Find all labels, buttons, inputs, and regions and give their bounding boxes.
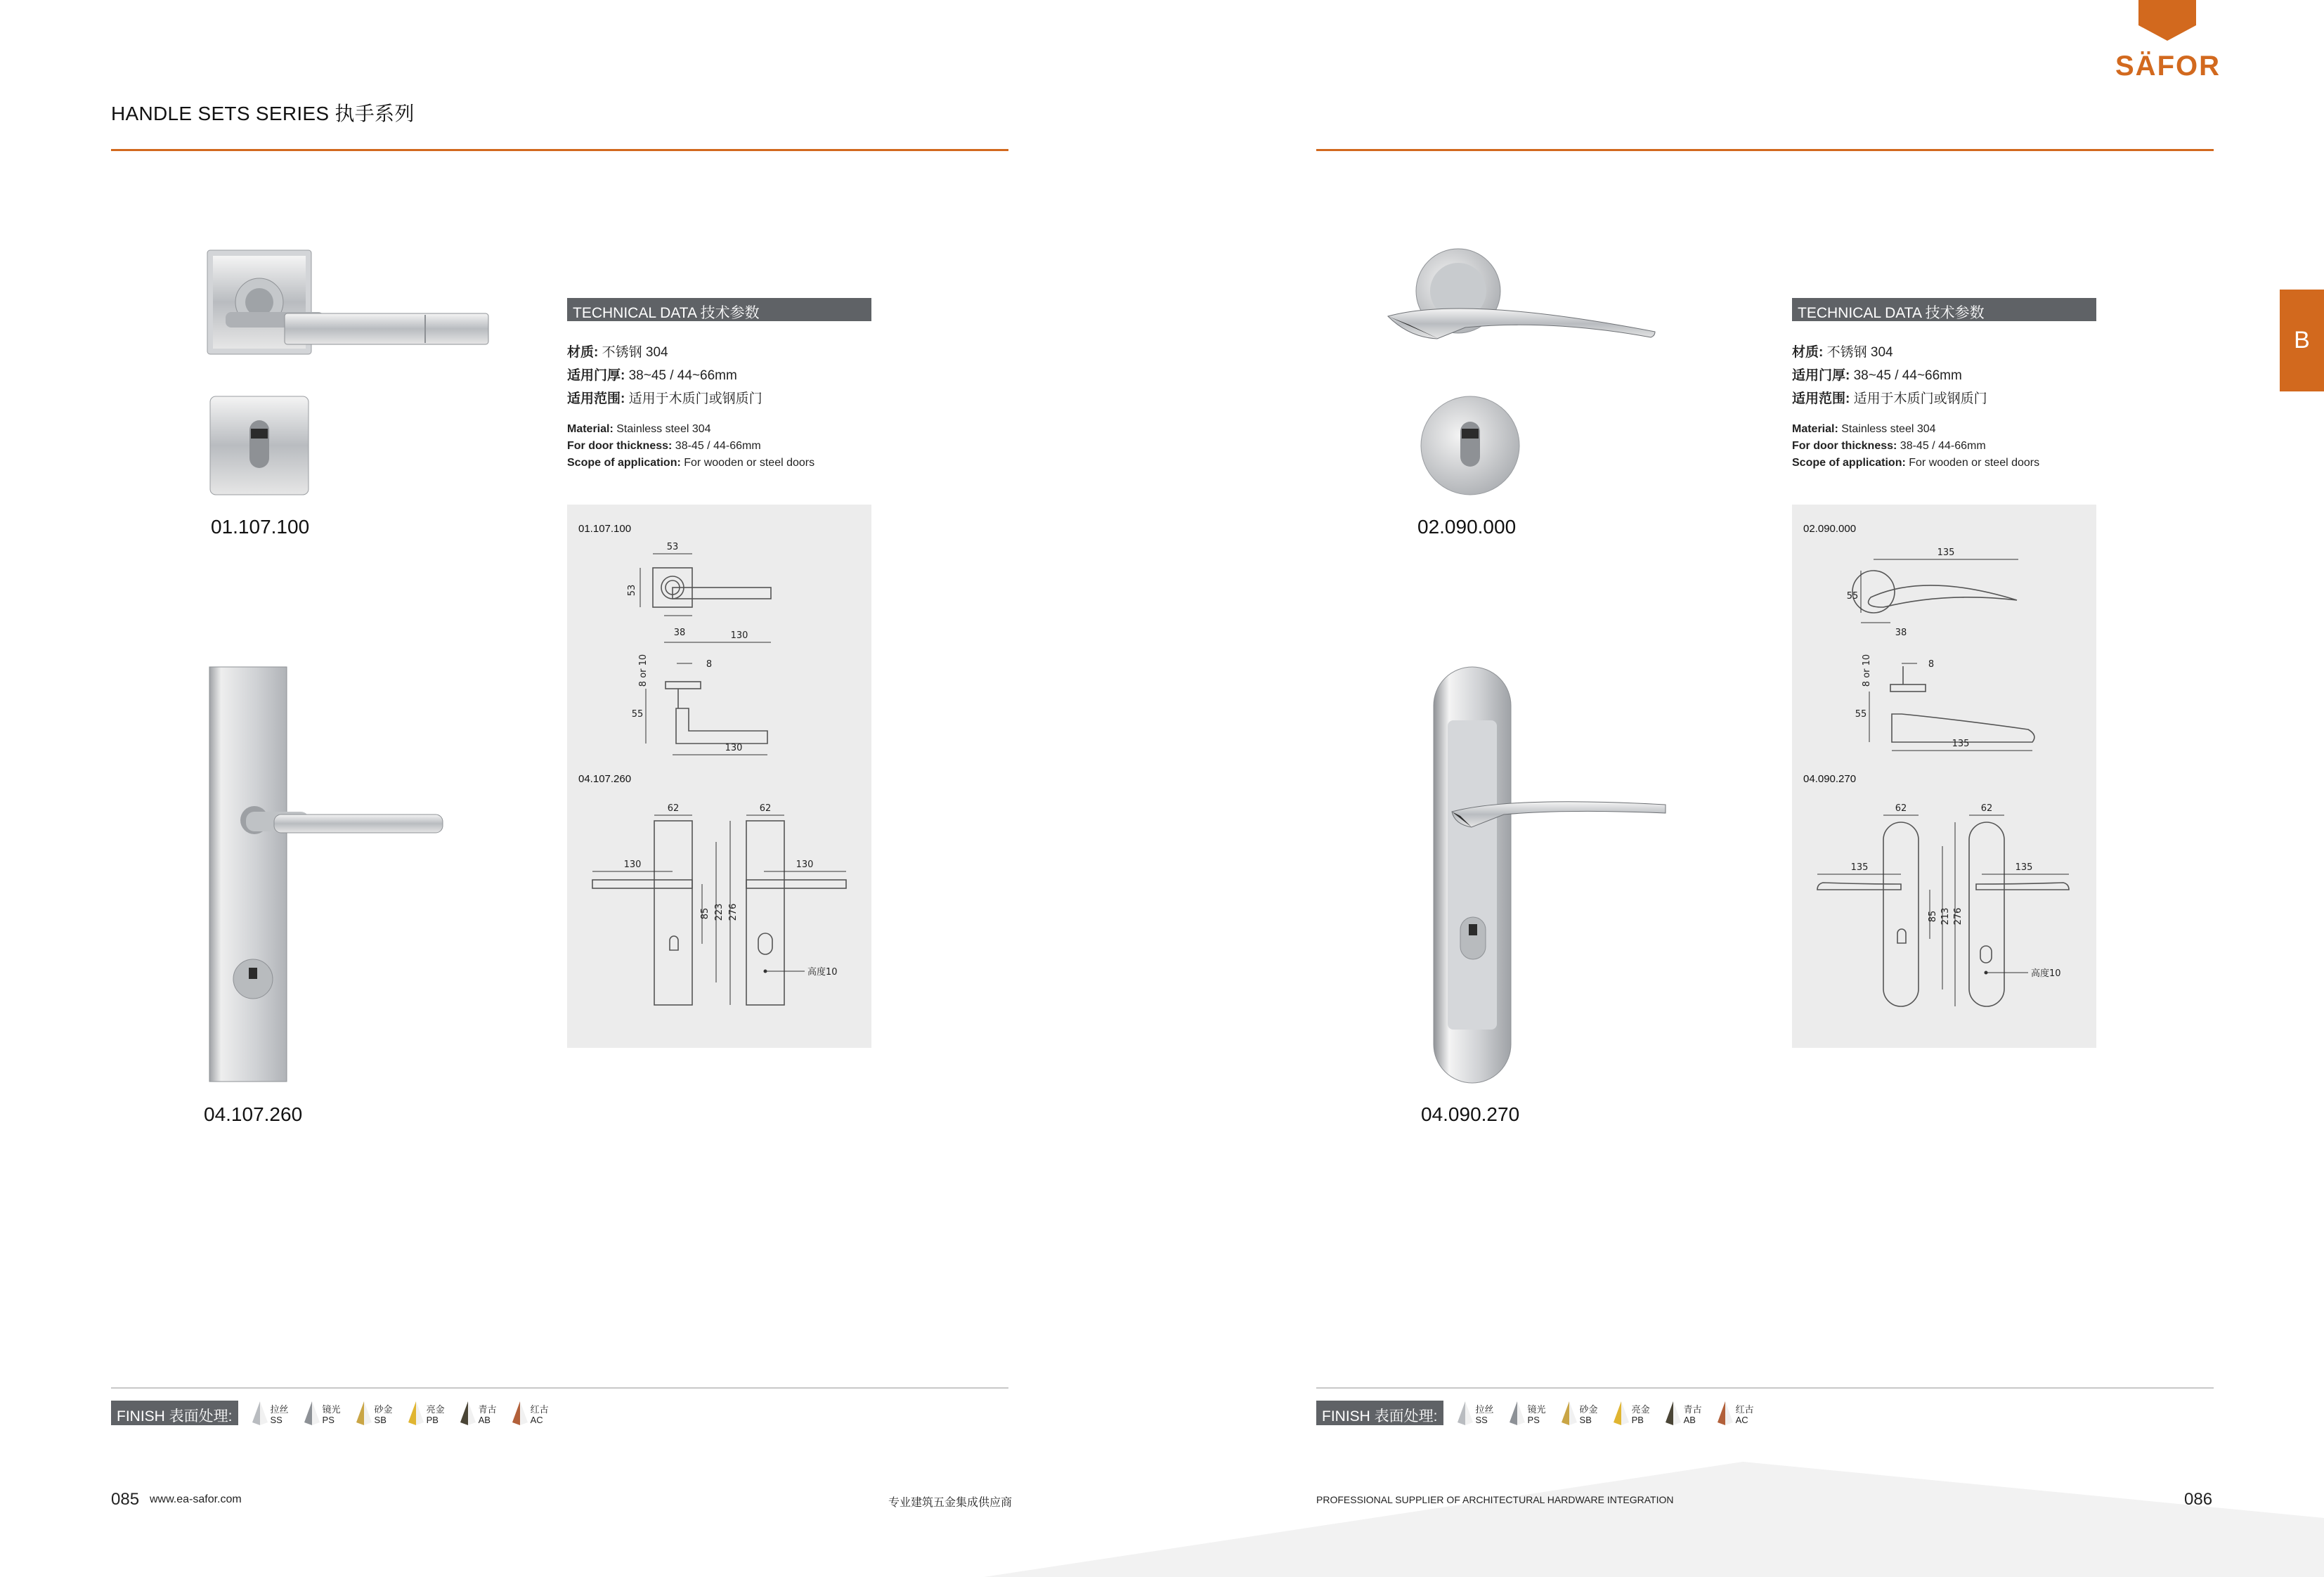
section-tab[interactable]: B <box>2280 290 2324 391</box>
spec-thickness-cn: 适用门厚: 38~45 / 44~66mm <box>567 368 737 383</box>
dim-plate-holes: 223 <box>714 903 725 921</box>
header-rule-right <box>1316 149 2214 151</box>
finish-swatch-icon <box>408 1401 424 1425</box>
dim-side-spindle: 8 <box>706 659 713 670</box>
product-photo-escutcheon-round <box>1418 394 1524 499</box>
dim-plate-width-b: 62 <box>1980 803 1993 814</box>
finish-swatch-icon <box>1458 1401 1473 1425</box>
dim-plate-centre: 85 <box>1928 910 1938 923</box>
dim-top-height: 53 <box>627 584 637 597</box>
product-code-lever: 02.090.000 <box>1417 516 1517 538</box>
dim-top-length: 130 <box>730 630 748 641</box>
finish-name-cn: 镜光 <box>322 1403 341 1415</box>
spec-thickness-en: For door thickness: 38-45 / 44-66mm <box>1792 440 1986 452</box>
finish-item-pb <box>1614 1401 1650 1425</box>
technical-drawing-right <box>1792 505 2096 1048</box>
dim-plate-lever-b: 130 <box>796 859 814 870</box>
finish-code: AC <box>530 1414 543 1425</box>
finish-item-ss <box>1458 1401 1494 1425</box>
dim-side-square: 8 or 10 <box>638 654 649 687</box>
drawing-code-lever: 01.107.100 <box>578 523 632 535</box>
spec-list-en <box>567 421 814 472</box>
finish-name-cn: 青古 <box>478 1403 497 1415</box>
finish-item-sb <box>1562 1401 1598 1425</box>
finish-code: SB <box>1579 1414 1592 1425</box>
finish-swatch-icon <box>1510 1401 1525 1425</box>
dim-top-height: 55 <box>1846 591 1859 602</box>
finish-swatches <box>252 1401 549 1425</box>
finish-label: FINISH 表面处理: <box>1316 1401 1443 1425</box>
spec-scope-en: Scope of application: For wooden or steel doors <box>1792 457 2040 469</box>
finish-item-sb <box>356 1401 393 1425</box>
brand-logo-text: SÄFOR <box>2115 51 2221 82</box>
finish-code: SS <box>1475 1414 1488 1425</box>
finish-swatch-icon <box>1562 1401 1577 1425</box>
finish-name-cn: 亮金 <box>1631 1403 1650 1415</box>
website-link[interactable]: www.ea-safor.com <box>150 1493 242 1505</box>
dim-plate-height: 276 <box>1953 907 1963 926</box>
finish-name-cn: 镜光 <box>1527 1403 1546 1415</box>
finish-item-ac <box>512 1401 549 1425</box>
spec-scope-en: Scope of application: For wooden or steel doors <box>567 457 815 469</box>
finish-item-ab <box>460 1401 497 1425</box>
dim-plate-width-a: 62 <box>1895 803 1907 814</box>
dim-side-length: 130 <box>725 743 743 753</box>
finish-code: SS <box>270 1414 283 1425</box>
dim-side-projection: 55 <box>631 709 644 720</box>
spec-list-en <box>1792 421 2039 472</box>
dim-top-offset: 38 <box>1895 628 1907 638</box>
slogan-cn: 专业建筑五金集成供应商 <box>888 1497 1013 1509</box>
drawing-code-lever: 02.090.000 <box>1803 523 1857 535</box>
drawing-code-plate: 04.107.260 <box>578 773 632 785</box>
finish-code: SB <box>374 1414 387 1425</box>
finish-rule-right <box>1316 1387 2214 1389</box>
page-number-right: 086 <box>2184 1490 2213 1509</box>
finish-row-right <box>1316 1401 1754 1425</box>
product-photo-escutcheon-square <box>207 394 313 499</box>
dim-top-offset: 38 <box>673 628 686 638</box>
product-code-plate: 04.090.270 <box>1421 1103 1520 1125</box>
dim-top-width: 53 <box>666 542 679 552</box>
finish-name-cn: 拉丝 <box>270 1403 289 1415</box>
finish-name-cn: 红古 <box>530 1403 549 1415</box>
finish-swatch-icon <box>1614 1401 1629 1425</box>
product-code-plate: 04.107.260 <box>204 1103 303 1125</box>
finish-name-cn: 亮金 <box>426 1403 445 1415</box>
finish-code: AC <box>1735 1414 1748 1425</box>
dim-side-length: 135 <box>1952 739 1970 749</box>
header-rule-left <box>111 149 1008 151</box>
finish-code: AB <box>478 1414 491 1425</box>
spec-material-cn: 材质: 不锈钢 304 <box>1792 345 1893 360</box>
finish-swatch-icon <box>1666 1401 1681 1425</box>
finish-code: AB <box>1683 1414 1696 1425</box>
dim-plate-holes: 213 <box>1940 907 1951 926</box>
finish-item-pb <box>408 1401 445 1425</box>
finish-name-cn: 砂金 <box>374 1403 393 1415</box>
footer-decoration <box>984 1455 2324 1577</box>
dim-side-square: 8 or 10 <box>1862 654 1872 687</box>
series-title: HANDLE SETS SERIES 执手系列 <box>111 103 415 124</box>
dim-plate-lever-b: 135 <box>2015 862 2033 873</box>
spec-material-en: Material: Stainless steel 304 <box>567 423 711 435</box>
finish-name-cn: 砂金 <box>1579 1403 1598 1415</box>
finish-row-left <box>111 1401 549 1425</box>
dim-plate-centre: 85 <box>700 907 710 920</box>
dim-side-projection: 55 <box>1855 709 1867 720</box>
page-number-left: 085 <box>111 1490 140 1509</box>
dim-plate-width-a: 62 <box>667 803 680 814</box>
product-photo-long-plate-round <box>1427 664 1673 1086</box>
technical-data-header: TECHNICAL DATA 技术参数 <box>1792 298 2096 321</box>
finish-item-ab <box>1666 1401 1702 1425</box>
dim-plate-lever-a: 135 <box>1850 862 1869 873</box>
slogan-en: PROFESSIONAL SUPPLIER OF ARCHITECTURAL HARDWARE INTEGRATION <box>1316 1494 1674 1505</box>
technical-data-header: TECHNICAL DATA 技术参数 <box>567 298 871 321</box>
dim-plate-width-b: 62 <box>759 803 772 814</box>
spec-scope-cn: 适用范围: 适用于木质门或钢质门 <box>567 391 762 406</box>
spec-thickness-en: For door thickness: 38-45 / 44-66mm <box>567 440 761 452</box>
finish-code: PS <box>1527 1414 1540 1425</box>
product-code-lever: 01.107.100 <box>211 516 310 538</box>
finish-label: FINISH 表面处理: <box>111 1401 238 1425</box>
finish-swatch-icon <box>252 1401 268 1425</box>
technical-drawing-left <box>567 505 871 1048</box>
dimension-drawing <box>567 505 871 1048</box>
spec-list-cn <box>1792 341 1987 410</box>
brand-logo-icon <box>2138 0 2196 41</box>
finish-swatch-icon <box>460 1401 476 1425</box>
spec-list-cn <box>567 341 762 410</box>
spec-scope-cn: 适用范围: 适用于木质门或钢质门 <box>1792 391 1987 406</box>
finish-code: PS <box>322 1414 335 1425</box>
spec-thickness-cn: 适用门厚: 38~45 / 44~66mm <box>1792 368 1962 383</box>
spec-material-cn: 材质: 不锈钢 304 <box>567 345 668 360</box>
finish-swatch-icon <box>512 1401 528 1425</box>
dimension-drawing <box>1792 505 2096 1048</box>
finish-item-ps <box>1510 1401 1546 1425</box>
finish-item-ps <box>304 1401 341 1425</box>
finish-name-cn: 拉丝 <box>1475 1403 1494 1415</box>
finish-item-ss <box>252 1401 289 1425</box>
dim-plate-lever-a: 130 <box>623 859 642 870</box>
finish-rule-left <box>111 1387 1008 1389</box>
product-photo-lever-round <box>1381 246 1676 358</box>
finish-name-cn: 红古 <box>1735 1403 1754 1415</box>
product-photo-long-plate <box>204 664 450 1086</box>
height-note: 高度10 <box>807 967 838 978</box>
height-note: 高度10 <box>2031 968 2061 979</box>
finish-code: PB <box>1631 1414 1644 1425</box>
dim-plate-height: 276 <box>728 903 739 921</box>
spec-material-en: Material: Stainless steel 304 <box>1792 423 1936 435</box>
finish-swatches <box>1458 1401 1754 1425</box>
finish-code: PB <box>426 1414 439 1425</box>
finish-swatch-icon <box>1718 1401 1733 1425</box>
finish-swatch-icon <box>356 1401 372 1425</box>
dim-top-length: 135 <box>1937 547 1955 558</box>
product-photo-lever-square <box>200 246 495 358</box>
dim-side-spindle: 8 <box>1928 659 1935 670</box>
finish-name-cn: 青古 <box>1683 1403 1702 1415</box>
finish-item-ac <box>1718 1401 1754 1425</box>
finish-swatch-icon <box>304 1401 320 1425</box>
drawing-code-plate: 04.090.270 <box>1803 773 1857 785</box>
